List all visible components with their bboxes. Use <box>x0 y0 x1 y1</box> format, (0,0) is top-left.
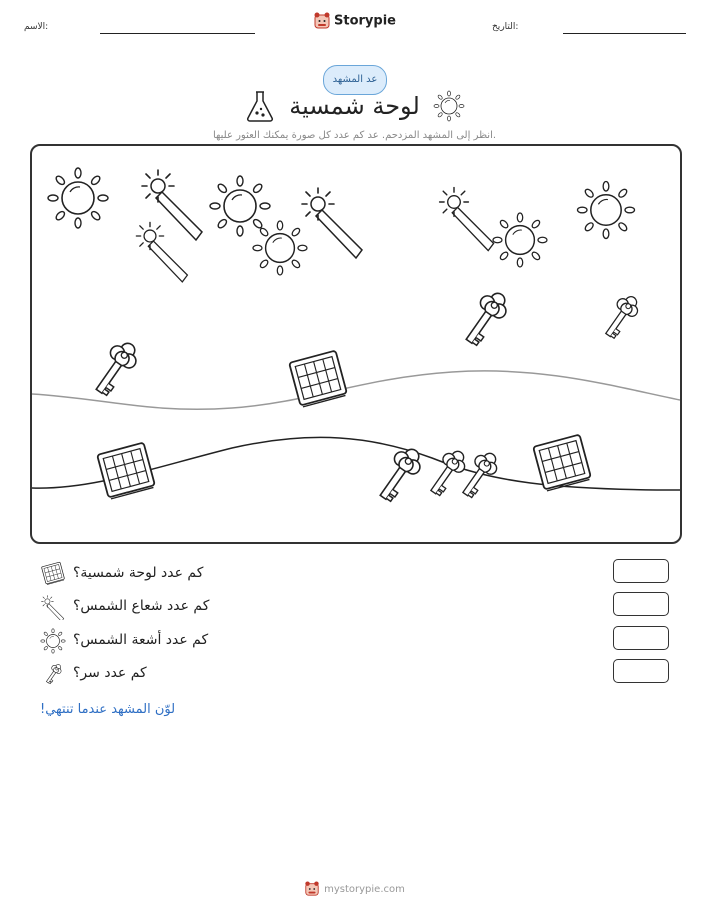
scene-solar-panel <box>97 443 155 500</box>
title-row <box>0 88 709 124</box>
scene-key <box>458 287 514 350</box>
question-text: كم عدد سر؟ <box>73 665 147 681</box>
activity-badge: عد المشهد <box>323 65 387 95</box>
scene-sunbeam <box>440 188 494 251</box>
footer-note: لوّن المشهد عندما تنتهي! <box>40 702 176 717</box>
page-title: لوحة شمسية <box>289 92 420 120</box>
question-text: كم عدد شعاع الشمس؟ <box>73 598 210 614</box>
scene-solar-panel <box>289 351 347 408</box>
answer-box-key[interactable] <box>613 659 669 683</box>
question-text: كم عدد لوحة شمسية؟ <box>73 565 204 581</box>
question-text: كم عدد أشعة الشمس؟ <box>73 632 209 648</box>
date-label: التاريخ: <box>492 22 519 32</box>
brand <box>0 12 709 30</box>
hill-line-back <box>32 371 680 409</box>
date-line[interactable] <box>563 33 686 34</box>
instructions: انظر إلى المشهد المزدحم. عد كم عدد كل صورة يمكنك العثور عليها. <box>212 130 497 141</box>
answer-box-sunbeam[interactable] <box>613 592 669 616</box>
brand-name: Storypie <box>334 13 396 29</box>
name-label: الاسم: <box>24 22 49 32</box>
name-line[interactable] <box>100 33 255 34</box>
sun-icon <box>40 628 66 654</box>
solar-panel-icon <box>40 561 66 585</box>
scene-sunbeam <box>302 188 362 258</box>
storypie-logo-icon <box>304 881 320 897</box>
key-icon <box>40 661 66 687</box>
scene-sunbeam <box>136 222 187 282</box>
scene-key <box>372 443 428 506</box>
scene-key <box>88 337 144 400</box>
storypie-logo-icon <box>313 12 331 30</box>
scene-solar-panel <box>533 435 591 492</box>
answer-box-solar-panel[interactable] <box>613 559 669 583</box>
counting-scene <box>30 144 682 544</box>
scene-sun <box>48 168 108 228</box>
site-footer <box>0 881 709 897</box>
sunbeam-icon <box>40 594 66 620</box>
scene-sun <box>210 176 270 236</box>
answer-box-sun[interactable] <box>613 626 669 650</box>
sun-icon <box>433 90 465 122</box>
scene-sun <box>493 213 547 267</box>
scene-key <box>599 291 644 341</box>
site-url: mystorypie.com <box>324 884 405 895</box>
flask-icon <box>244 88 276 124</box>
scene-sun <box>578 182 635 239</box>
scene-sun <box>253 221 307 275</box>
